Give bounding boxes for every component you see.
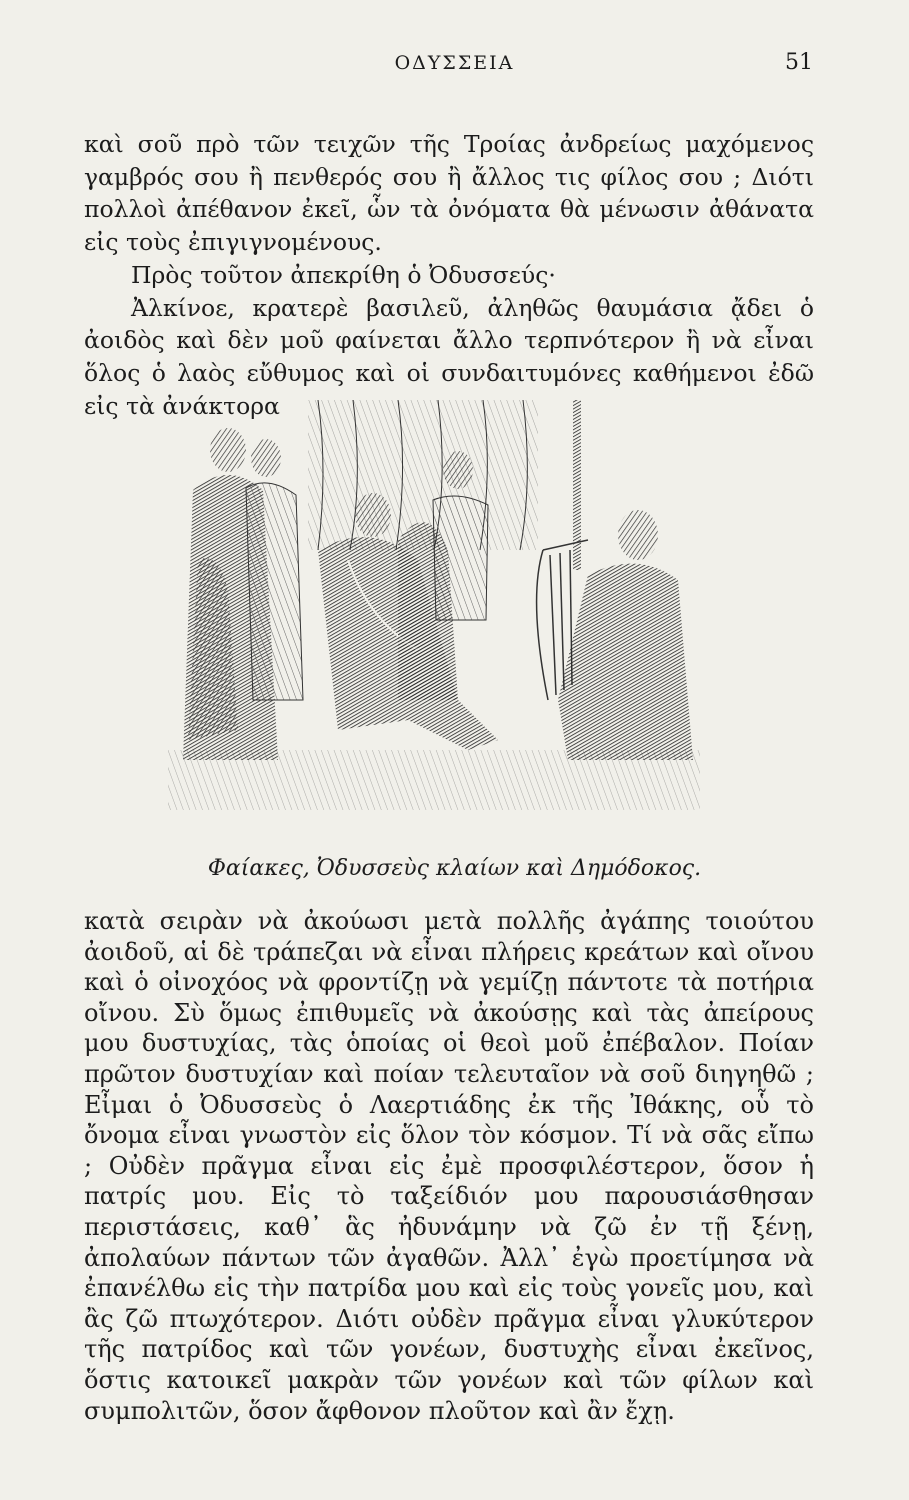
paragraph: Πρὸς τοῦτον ἀπεκρίθη ὁ Ὀδυσσεύς· <box>131 260 556 289</box>
page-number: 51 <box>785 50 813 75</box>
paragraph: Ἀλκίνοε, κρατερὲ βασιλεῦ, ἀληθῶς θαυμάσια ᾄδει ὁ ἀοιδὸς καὶ δὲν μοῦ φαίνεται ἄλλο τερπνότερον ἢ νὰ εἶναι ὅλος ὁ λαὸς εὔθυμος καὶ οἱ συνδαιτυμόνες καθήμενοι ἐδῶ εἰς τὰ ἀνάκτορα <box>84 293 814 420</box>
young-figure <box>246 439 303 700</box>
engraving-illustration <box>168 400 700 810</box>
paragraph: καὶ σοῦ πρὸ τῶν τειχῶν τῆς Τροίας ἀνδρείως μαχόμενος γαμβρός σου ἢ πενθερός σου ἢ ἄλλος τις φίλος σου ; Διότι πολλοὶ ἀπέθανον ἐκεῖ, ὧν τὰ ὀνόματα θὰ μένωσιν ἀθάνατα εἰς τοὺς ἐπιγιγνομένους. <box>84 130 814 257</box>
pole <box>573 400 581 570</box>
bottom-text-block <box>84 906 814 1426</box>
top-text-block <box>84 128 814 422</box>
paragraph: κατὰ σειρὰν νὰ ἀκούωσι μετὰ πολλῆς ἀγάπης τοιούτου ἀοιδοῦ, αἱ δὲ τράπεζαι νὰ εἶναι πλήρεις κρεάτων καὶ οἴνου καὶ ὁ οἰνοχόος νὰ φροντίζῃ νὰ γεμίζῃ πάντοτε τὰ ποτήρια οἴνου. Σὺ ὅμως ἐπιθυμεῖς νὰ ἀκούσῃς καὶ τὰς ἀπείρους μου δυστυχίας, τὰς ὁποίας οἱ θεοὶ μοῦ ἐπέβαλον. Ποίαν πρῶτον δυστυχίαν καὶ ποίαν τελευταῖον νὰ σοῦ διηγηθῶ ; Εἶμαι ὁ Ὀδυσσεὺς ὁ Λαερτιάδης ἐκ τῆς Ἰθάκης, οὗ τὸ ὄνομα εἶναι γνωστὸν εἰς ὅλον τὸν κόσμον. Τί νὰ σᾶς εἴπω ; Οὐδὲν πρᾶγμα εἶναι εἰς ἐμὲ προσφιλέστερον, ὅσον ἡ πατρίς μου. Εἰς τὸ ταξείδιόν μου παρουσιάσθησαν περιστάσεις, καθ᾽ ἃς ἠδυνάμην νὰ ζῶ ἐν τῇ ξένῃ, ἀπολαύων πάντων τῶν ἀγαθῶν. Ἀλλ᾽ ἐγὼ προετίμησα νὰ ἐπανέλθω εἰς τὴν πατρίδα μου καὶ εἰς τοὺς γονεῖς μου, καὶ ἂς ζῶ πτωχότερον. Διότι οὐδὲν πρᾶγμα εἶναι γλυκύτερον τῆς πατρίδος καὶ τῶν γονέων, δυστυχὴς εἶναι ἐκεῖνος, ὅστις κατοικεῖ μακρὰν τῶν γονέων καὶ τῶν φίλων καὶ συμπολιτῶν, ὅσον ἄφθονον πλοῦτον καὶ ἂν ἔχῃ. <box>84 907 814 1425</box>
illustration-caption: Φαίακες, Ὀδυσσεὺς κλαίων καὶ Δημόδοκος. <box>207 856 702 881</box>
running-title: ΟΔΥΣΣΕΙΑ <box>394 52 515 74</box>
